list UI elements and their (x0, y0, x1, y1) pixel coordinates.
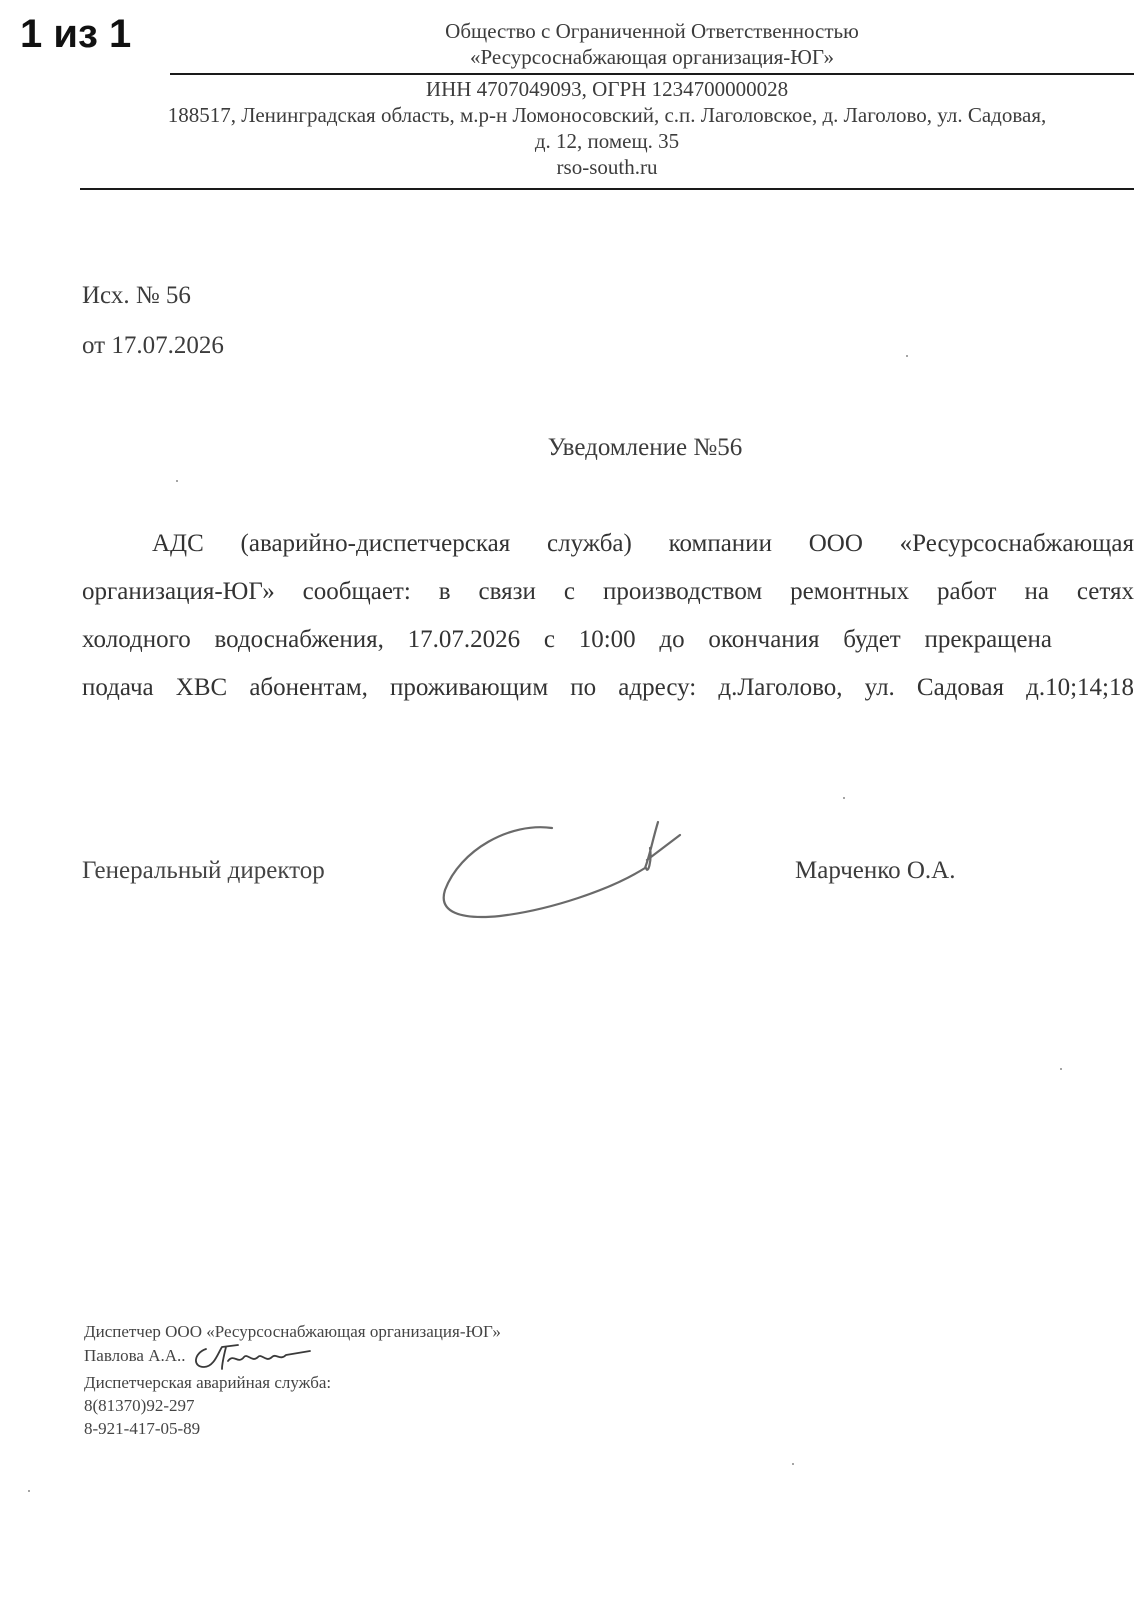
letterhead-divider-top (170, 73, 1134, 75)
letterhead-address-cont: д. 12, помещ. 35 (534, 129, 680, 153)
notice-body-line: холодного водоснабжения, 17.07.2026 с 10:00 до окончания будет прекращена (82, 626, 1052, 653)
dispatcher-company: Диспетчер ООО «Ресурсоснабжающая организация-ЮГ» (84, 1322, 501, 1341)
letterhead-registration: ИНН 4707049093, ОГРН 1234700000028 (425, 77, 789, 101)
notice-body-line: организация-ЮГ» сообщает: в связи с производством ремонтных работ на сетях (82, 578, 1134, 605)
letterhead-company-name: «Ресурсоснабжающая организация-ЮГ» (470, 45, 834, 69)
letterhead-details (80, 76, 1134, 180)
letterhead-website: rso-south.ru (556, 155, 658, 179)
dispatcher-signature (192, 1343, 312, 1371)
page-counter: 1 из 1 (20, 12, 132, 56)
director-signature (440, 820, 700, 935)
outgoing-number: Исх. № 56 (82, 282, 191, 309)
dispatcher-name-row (84, 1343, 501, 1371)
emergency-phone-mobile: 8-921-417-05-89 (84, 1419, 201, 1438)
dispatcher-footer (84, 1320, 501, 1440)
outgoing-date: от 17.07.2026 (82, 332, 224, 359)
scan-speck (843, 797, 845, 799)
notice-body-line: АДС (аварийно-диспетчерская служба) компании ООО «Ресурсоснабжающая (152, 530, 1134, 557)
letterhead-address: 188517, Ленинградская область, м.р-н Ломоносовский, с.п. Лаголовское, д. Лаголово, ул. Садовая, (167, 103, 1047, 127)
notice-body-line: подача ХВС абонентам, проживающим по адресу: д.Лаголово, ул. Садовая д.10;14;18 (82, 674, 1134, 701)
scan-speck (792, 1463, 794, 1465)
notice-title: Уведомление №56 (547, 434, 743, 461)
letterhead-divider-bottom (80, 188, 1134, 190)
scan-speck (906, 355, 908, 357)
dispatcher-name: Павлова А.А.. (84, 1345, 186, 1365)
signatory-name: Марченко О.А. (795, 857, 956, 884)
letterhead-legal-form: Общество с Ограниченной Ответственностью (445, 19, 859, 43)
letterhead-company (170, 18, 1134, 70)
emergency-phone-landline: 8(81370)92-297 (84, 1396, 195, 1415)
scan-speck (28, 1490, 30, 1492)
signatory-position: Генеральный директор (82, 857, 325, 884)
scan-speck (176, 480, 178, 482)
emergency-service-label: Диспетчерская аварийная служба: (84, 1373, 332, 1392)
scan-speck (1060, 1068, 1062, 1070)
